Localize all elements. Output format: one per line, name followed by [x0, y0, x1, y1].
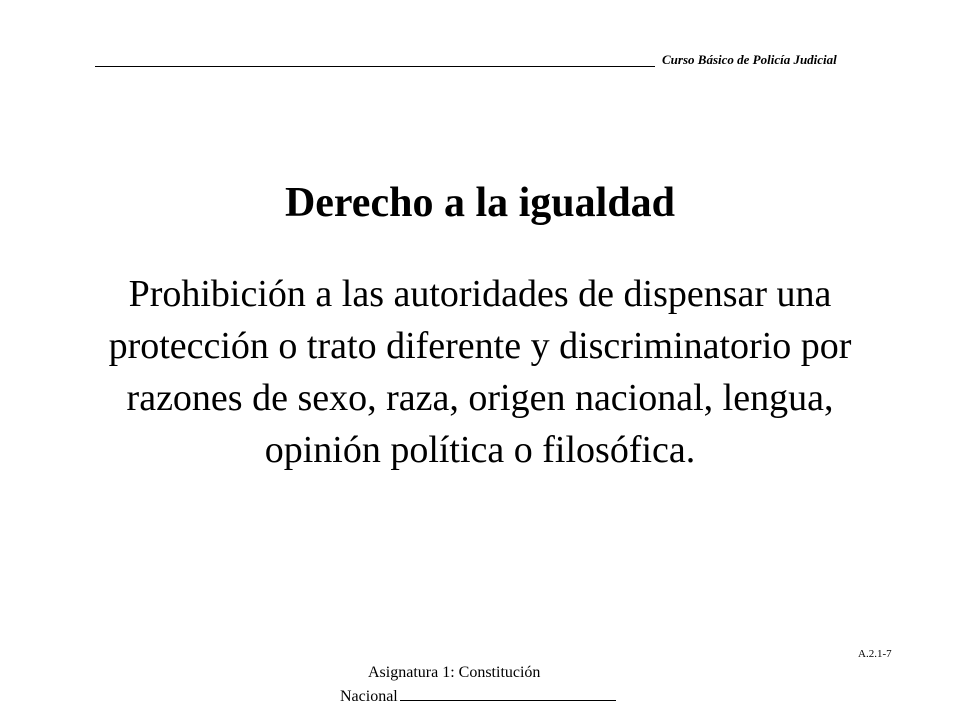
- footer-subject-line1: Asignatura 1: Constitución: [368, 664, 541, 681]
- footer-rule: [400, 700, 616, 701]
- body-text: Prohibición a las autoridades de dispensar una protección o trato diferente y discriminatorio por razones de sexo, raza, origen nacional, lengua, opinión política o filosófica.: [108, 273, 852, 471]
- header-rule: [95, 66, 655, 67]
- footer-subject-line2: [340, 688, 616, 706]
- course-title: Curso Básico de Policía Judicial: [662, 52, 837, 67]
- footer-subject-text: Nacional: [340, 688, 398, 705]
- page-title: Derecho a la igualdad: [284, 180, 676, 226]
- slide-code: A.2.1-7: [858, 648, 892, 660]
